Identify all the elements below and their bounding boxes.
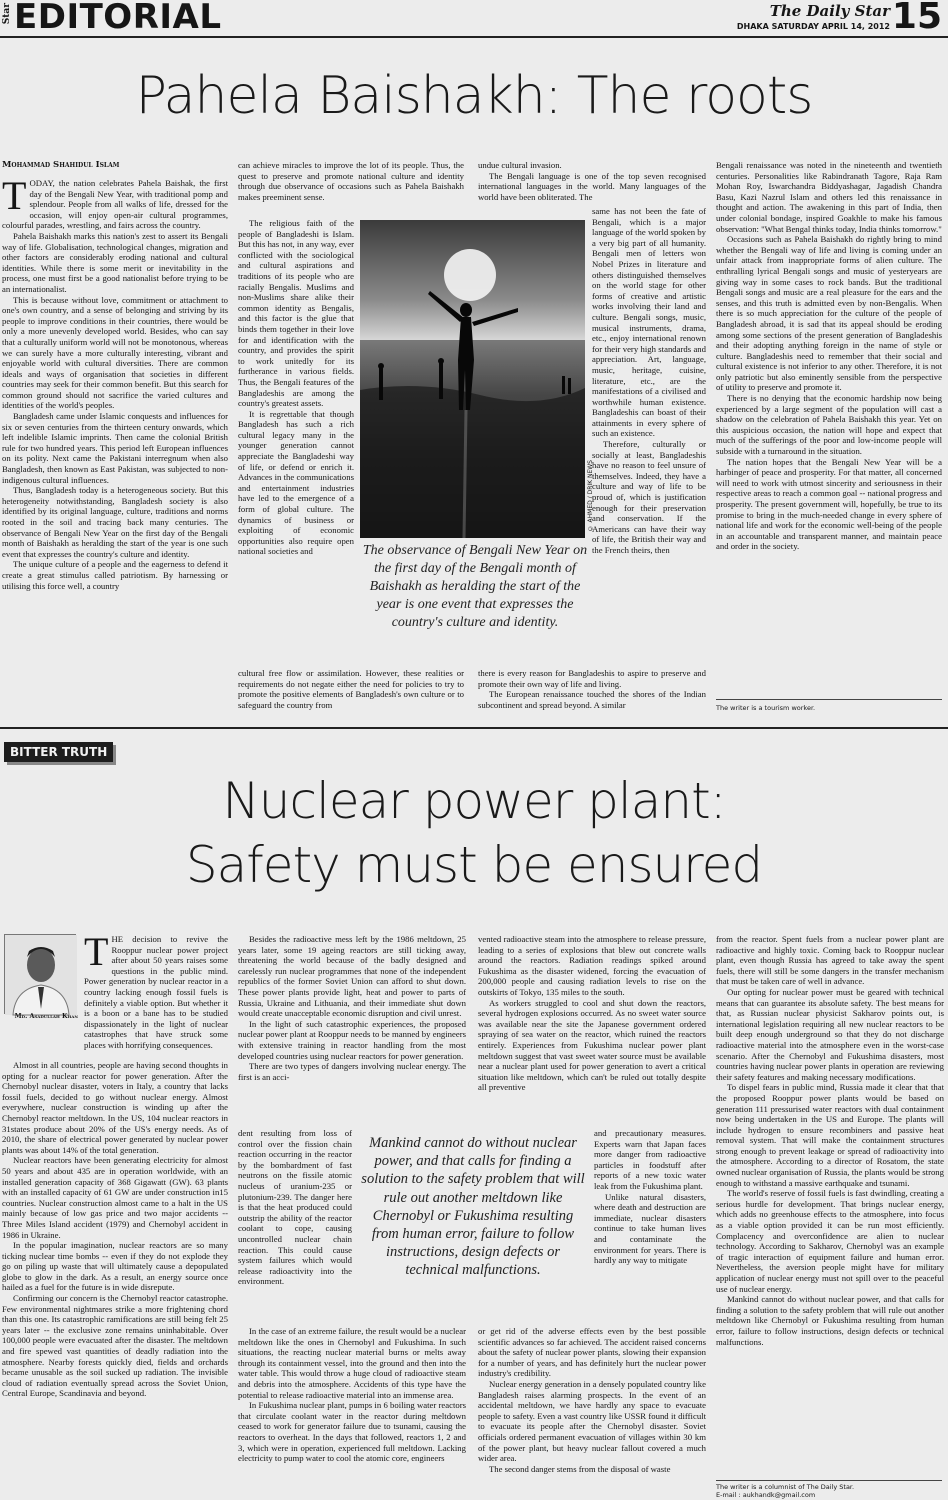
article2-col4	[716, 934, 944, 1478]
paragraph: There is no denying that the economic hardship now being experienced by a large segment of the population will cast a shadow on the celebration of Pahela Baishakh this year. Yet on this auspicious occasion, the nation will hope and expect that much of the sufferings of the poor and low-income people will subside with a turnaround in the situation.	[716, 393, 942, 457]
author-photo-image	[5, 935, 77, 1015]
paragraph: Bengali renaissance was noted in the nineteenth and twentieth centuries. Personalities like Rabindranath Tagore, Raja Ram Mohan Roy, Iswarchandra Biddyashagar, Jagadish Chandra Basu, Kazi Nazrul Islam and others led this renaissance in thought and action. The awakening in this part of India, then under colonial bondage, inspired Goakhle to make his famous observation: "What Bengal thinks today, India thinks tomorrow."	[716, 160, 942, 234]
paragraph: As workers struggled to cool and shut down the reactors, several hydrogen explosions occurred. As no sweet water source was available near the site the Japanese government ordered spraying of sea water on the reactor, which ruined the reactors entirely. Experiences from Fukushima nuclear power plant meltdown suggest that vast sweet water source must be available near a nuclear plant used for power generation to avert a critical situation like meltdown, which can't be ruled out totally despite all preventive	[478, 997, 706, 1093]
masthead: The Daily Star	[769, 2, 890, 20]
bitter-truth-tag: BITTER TRUTH	[4, 742, 113, 762]
article2-col2-top	[238, 934, 466, 1128]
paragraph: Nuclear energy generation in a densely populated country like Bangladesh raises alarming prospects. In the event of an accidental meltdown, we have hardly any space to evacuate people to safety. Even a vast country like USSR found it difficult to evacuate its people after the Chernobyl disaster. Soviet officials ordered permanent evacuation of villages within 30 km of the power plant, but heavy nuclear fallout covered a much wider area.	[478, 1378, 706, 1464]
page-number: 15	[891, 0, 942, 37]
article1-col2-bottom	[238, 668, 464, 716]
footnote-line: The writer is a columnist of The Daily Star.	[716, 1483, 855, 1491]
vertical-star-logo: Star	[2, 3, 12, 25]
article1-col4	[716, 160, 942, 694]
paragraph: dent resulting from loss of control over the fission chain reaction occurring in the reactor by the bombardment of fast neutrons on the fissile atomic nucleus of uranium-235 or plutonium-239. The danger here is that the heat produced could outstrip the ability of the reactor coolant to cope, causing uncontrolled nuclear chain reaction. This could cause system failures which would release radioactivity into the environment.	[238, 1128, 352, 1287]
article2-headline-line2: Safety must be ensured	[185, 836, 763, 894]
paragraph: Confirming our concern is the Chernobyl reactor catastrophe. Few environmental nightmares strike a more frightening chord than this one. Its catastrophic ramifications are still being felt 25 years later -- the exclusive zone remains uninhabitable. Over 100,000 people were evacuated after the disaster. The meltdown and fire spewed vast quantities of deadly radiation into the atmosphere. Nearby forests quickly died, fields and orchards became unusable as the soil sucked up radiation. The invisible cloud of radiation eventually spread across the Soviet Union, Central Europe, Scandinavia and beyond.	[2, 1293, 228, 1399]
article2-col1	[2, 1060, 228, 1498]
paragraph: Almost in all countries, people are having second thoughts in opting for a nuclear reactor for power generation. After the Chernobyl nuclear disaster, voters in Italy, a country that lacks fossil fuels, decided to go without nuclear energy. Almost everywhere, nuclear construction is winding up after the Chernobyl reactor meltdown. In the US, 104 nuclear reactors in 31states produce about 20% of the US's energy needs. As of 2010, the share of electrical power generated by nuclear power plants was about 14% of the total generation.	[2, 1060, 228, 1155]
footnote-rule	[716, 1480, 942, 1481]
paragraph: Bangladesh came under Islamic conquests and influences for six or seven centuries from the thirteen century onwards, which left indelible Islamic imprints. Then came the colonial British rule for two hundred years. This period left European influences on its polity. Next came the Pakistani interregnum when also Bangladesh, then known as East Pakistan, was subjected to non-indigenous cultural influences.	[2, 411, 228, 485]
article2-pull-quote: Mankind cannot do without nuclear power, and that calls for finding a solution to the safety problem that will rule out another meltdown like Chernobyl or Fukushima resulting from human error, failure to follow instructions, design defects or technical malfunctions.	[361, 1135, 585, 1279]
paragraph: there is every reason for Bangladeshis to aspire to preserve and promote their own way of life and living.	[478, 668, 706, 689]
article2-col2-narrow	[238, 1128, 352, 1324]
paragraph: cultural free flow or assimilation. However, these realities or requirements do not negate either the need for policies to try to promote the positive elements of Bangladesh's own culture or to safeguard the country from	[238, 668, 464, 710]
beach-photo	[360, 220, 585, 538]
paragraph: To dispel fears in public mind, Russia made it clear that that the proposed Rooppur power plants would be based on generation 111 pressurised water reactors with dual containment now being undertaken in the US and Europe. The plants will include hydrogen to ensure recombiners and passive heat removal system. That will make the containment structures strong enough to prevent leakage or spread of radioactivity into the atmosphere. According to a director of Rosatom, the state owned nuclear organisation of Russia, the plants would be strong enough to withstand a massive earthquake and tsunami.	[716, 1082, 944, 1188]
dateline: DHAKA SATURDAY APRIL 14, 2012	[736, 22, 890, 31]
author-caption: Md. Asadullah Khan	[14, 1013, 78, 1020]
paragraph: Nuclear reactors have been generating electricity for almost 50 years and about 435 are in operation worldwide, with an installed generation capacity of 368 Gigawatt (GW). 63 plants with an installed capacity of 61 GW are under construction in15 countries. Nuclear construction almost came to a halt in the US mainly because of low gas price and two major accidents -- Three Miles Island accident (1979) and Chernobyl accident in 1986 in Ukraine.	[2, 1155, 228, 1240]
paragraph: vented radioactive steam into the atmosphere to release pressure, leading to a series of explosions that blew out concrete walls around the reactors. Radiation readings spiked around Fukushima as the disaster widened, forcing the evacuation of 200,000 people and causing radiation levels to rise on the outskirts of Tokyo, 135 miles to the south.	[478, 934, 706, 997]
paragraph: from the reactor. Spent fuels from a nuclear power plant are radioactive and highly toxic. Coming back to Rooppur nuclear plant, even though Russia has agreed to take away the spent fuels, there will still be some dangers in the transfer mechanism that must be taken care of well in advance.	[716, 934, 944, 987]
article2-col3-top	[478, 934, 706, 1128]
paragraph: In Fukushima nuclear plant, pumps in 6 boiling water reactors that circulate coolant water in the reactor during meltdown ceased to work for generator failure due to tsunami, causing the reactors to overheat. In the days that followed, reactors 1, 2 and 3, which were in operation, experienced full meltdown. Lacking electricity to pump water to cool the atomic core, engineers	[238, 1400, 466, 1464]
article1-col1	[2, 173, 228, 716]
paragraph: Pahela Baishakh marks this nation's zest to assert its Bengali way of life. Globalisation, technological changes, migration and other factors are considerably eroding national and cultural identities. While there is some merit or inevitability in the process, one must first be a good nationalist before trying to be an internationalist.	[2, 230, 228, 294]
article2-col2-bottom	[238, 1326, 466, 1498]
paragraph: Unlike natural disasters, where death and destruction are immediate, nuclear disasters continue to take human lives and contaminate the environment for years. There is hardly any way to mitigate	[594, 1191, 706, 1266]
paragraph: Therefore, culturally or socially at least, Bangladeshis have no reason to feel unsure of themselves. Indeed, they have a culture and way of life to be proud of, which is justification enough for their preservation and conservation. If the Americans can have their way of life, the British their way and the French theirs, then	[592, 439, 706, 555]
article1-col3-bottom	[478, 668, 706, 716]
paragraph: Thus, Bangladesh today is a heterogeneous society. But this heterogeneity notwithstanding, Bangladesh society is also identified by its original language, culture, traditions and norms rooted in the soil and tracing back many centuries. The observance of Bengali New Year on the first day of the Bengali month of Baishakh as heralding the start of the year is one such event that expresses the country's culture and identity.	[2, 485, 228, 559]
paragraph: This is because without love, commitment or attachment to one's own country, and a sense of belonging and striving by its people to improve conditions in their countries, there would be only a more unevenly developed world. Besides, who can say that a culturally uniform world will not be monotonous, whereas we can surely have a more culturally interesting, vibrant and enjoyable world with cultural diversities. There are common ideals and ways of organisation that societies in different countries may seek for their common benefit. But this search for common ground should not sacrifice the varied cultures and identities of the world's peoples.	[2, 294, 228, 411]
paragraph: Our opting for nuclear power must be geared with technical means that can guarantee its absolute safety. The best means for that, as Russian nuclear physicist Sakharov points out, is international legislation requiring all new nuclear reactors to be built deep enough underground so that they do not discharge radioactive material into the atmosphere even in the worst-case scenario. After the Chernobyl and Fukushima disasters, most countries having nuclear power plants in operation are reviewing their safety features and making necessary modifications.	[716, 986, 944, 1082]
paragraph: The Bengali language is one of the top seven recognised international languages in the world. Many languages of the world have been obliterated. The	[478, 170, 706, 202]
article2-col1-narrow	[84, 929, 228, 1050]
article2-dropcap: T	[84, 929, 109, 974]
paragraph: In the case of an extreme failure, the result would be a nuclear meltdown like the ones in Chernobyl and Fukushima. In such situations, the reacting nuclear material burns or melts away through its containment vessel, into the ground and then into the water table. This would throw a huge cloud of radioactive steam and debris into the atmosphere. Accidents of this type have the potential to release radioactive material into an immense area.	[238, 1326, 466, 1400]
paragraph: and precautionary measures. Experts warn that Japan faces more danger from radioactive particles in foodstuff after reports of a new toxic water leak from the Fukushima plant.	[594, 1128, 706, 1191]
paragraph: It is regrettable that though Bangladesh has such a rich cultural legacy many in the younger generation cannot appreciate the Bangladeshi way of life, or defend or enrich it. Advances in the communications and entertainment industries have led to the emergence of a form of global culture. The dynamics of business or exploiting of economic opportunities also require open national societies and	[238, 408, 354, 557]
beach-silhouette-image	[360, 220, 585, 538]
paragraph: The second danger stems from the disposal of waste	[489, 1463, 671, 1474]
paragraph: Mankind cannot do without nuclear power, and that calls for finding a solution to the safety problem that will rule out another meltdown like Chernobyl or Fukushima resulting from human error, failure to follow instructions, design defects or technical malfunctions.	[716, 1294, 944, 1347]
article1-pull-quote: The observance of Bengali New Year on the first day of the Bengali month of Baishakh as heralding the start of the year is one event that expresses the country's culture and identity.	[362, 543, 588, 630]
article1-col2-narrow	[238, 218, 354, 670]
paragraph: Besides the radioactive mess left by the 1986 meltdown, 25 years later, some 19 ageing reactors are still ticking away, threatening the world because of the badly designed and carelessly run nuclear programmes that none of the independent republics of the former Soviet Union can afford to shut down. These power plants provide light, heat and power to parts of Russia, Ukraine and Lithuania, and their immediate shut down would create unacceptable economic disruption and civil unrest.	[238, 934, 466, 1019]
paragraph: There are two types of dangers involving nuclear energy. The first is an acci-	[238, 1061, 466, 1082]
paragraph: HE decision to revive the Rooppur nuclear power project after about 50 years raises some questions in the public mind. Power generation by nuclear reactor in a country lacking enough fossil fuels is definitely a viable option. But whether it is a boon or a bane has to be studied dispassionately in the light of nuclear catastrophes that have struck some places with horrifying consequences.	[84, 934, 228, 1050]
article1-dropcap: T	[2, 173, 27, 218]
photo-credit: © AHMED / DRIK NEWS	[587, 460, 594, 532]
paragraph: ODAY, the nation celebrates Pahela Baishak, the first day of the Bengali New Year, with traditional pomp and splendour. People from all walks of life, dressed for the occasion, will enjoy open-air cultural programmes, colourful parades, wrestling, and fairs across the country.	[2, 178, 228, 231]
article2-footnote	[716, 1483, 854, 1499]
footnote-email: E-mail : aukhandk@gmail.com	[716, 1491, 816, 1499]
article1-byline: Mohammad Shahidul Islam	[2, 160, 120, 170]
article1-footnote: The writer is a tourism worker.	[716, 704, 816, 712]
paragraph: undue cultural invasion.	[478, 160, 562, 170]
paragraph: In the popular imagination, nuclear reactors are so many ticking nuclear time bombs -- even if they do not explode they go on piling up waste that will ultimately cause a depopulated globe to glow in the dark. As a result, an energy source once hailed as a fuel for the future is in wide disrepute.	[2, 1240, 228, 1293]
article1-col3-top	[478, 160, 706, 206]
paragraph: The unique culture of a people and the eagerness to defend it create a great stimulus called patriotism. By harnessing or utilising this force well, a country	[2, 559, 228, 591]
paragraph: The religious faith of the people of Bangladeshi is Islam. But this has not, in any way, ever conflicted with the sociological and cultural aspirations and traditions of its people who are racially Bengalis. Muslims and non-Muslims share alike their common identity as Bengalis, and this factor is the glue that binds them together in their love for and identification with the country, and provides the spirit to work unitedly for its furtherance in various fields. Thus, the Bengali features of the Bangladeshis are among the country's greatest assets.	[238, 218, 354, 409]
paragraph: The European renaissance touched the shores of the Indian subcontinent and spread beyond. A similar	[478, 689, 706, 710]
paragraph: Occasions such as Pahela Baishakh do rightly bring to mind whether the Bengali way of life and living is coming under an unfair attack from inappropriate forms of alien culture. The enthralling lyrical Bengali songs and music of yesteryears are giving way in some cases to rock bands. But the traditional Bengali songs and music are a real pleasure for the ears and the senses, and this truth is admitted even by non-Bengalis. When there is so much appreciation for the culture of the people of Bangladesh abroad, it is sad that its appeal should be eroding among some sections of the present generation of Bangladeshis and their adopting anything foreign in the name of style or culture. Bangladeshis need to remember that their social and cultural existence is not inferior to any other. Therefore, it is not only patriotic but also eminently sensible from the perspective of utility to preserve and promote it.	[716, 234, 942, 393]
article1-col3-narrow	[592, 206, 706, 668]
paragraph: In the light of such catastrophic experiences, the proposed nuclear power plant at Rooppur needs to be manned by engineers with extensive training in reactor handling from the most developed countries using nuclear reactors for power generation.	[238, 1018, 466, 1061]
section-divider	[0, 727, 948, 729]
article2-headline-line1: Nuclear power plant:	[222, 772, 726, 830]
article1-col2-top	[238, 160, 464, 218]
footnote-rule	[716, 699, 942, 700]
article2-col3-narrow	[594, 1128, 706, 1324]
paragraph: can achieve miracles to improve the lot of its people. Thus, the quest to preserve and promote national culture and identity through due observance of occasions such as Pahela Baishakh makes preeminent sense.	[238, 160, 464, 202]
article2-col3-bottom	[478, 1326, 706, 1498]
paragraph: The nation hopes that the Bengali New Year will be a harbinger of peace and prosperity. For that matter, all concerned will need to work with utmost sincerity and seriousness in their respective areas to reach a common goal -- national progress and prosperity. The present government will, hopefully, be true to its promise to bring in the much-needed change in every sphere of national life and work for the economic well-being of the people in an accountable and transparent manner, and maintain peace and order in the society.	[716, 456, 942, 552]
section-title: EDITORIAL	[14, 0, 222, 37]
paragraph: or get rid of the adverse effects even by the best possible scientific advances so far achieved. The accident raised concerns about the safety of nuclear power plants, slowing their expansion for a number of years, and has definitely hurt the nuclear power industry's credibility.	[478, 1326, 706, 1379]
paragraph: same has not been the fate of Bengali, which is a major language of the world spoken by a very big part of all humanity. Bengali men of letters won Nobel Prizes in literature and others distinguished themselves on the world stage for other forms of creative and artistic works involving their land and culture. Bengali songs, music, musical instruments, drama, etc., enjoy international renown for their very high standards and appreciation. Art, language, music, heritage, cuisine, literature, etc., are the manifestations of a civilised and worthwhile human existence. Bangladeshis can boast of their attainments in every sphere of such an existence.	[592, 206, 706, 439]
article1-headline: Pahela Baishakh: The roots	[135, 66, 813, 126]
author-portrait	[4, 934, 76, 1014]
paragraph: The world's reserve of fossil fuels is fast dwindling, creating a serious hurdle for development. That brings nuclear energy, which adds no greenhouse effects to the atmosphere, into focus as a viable option provided it can be run most efficiently. Complacency and overconfidence are alien to nuclear technology. According to Sakharov, Chernobyl was an example of tragic interaction of equipment failure and human error. Nevertheless, the aversion people might have for military application of nuclear energy must not spill over to the peaceful use of nuclear energy.	[716, 1188, 944, 1294]
page-header	[0, 0, 948, 38]
